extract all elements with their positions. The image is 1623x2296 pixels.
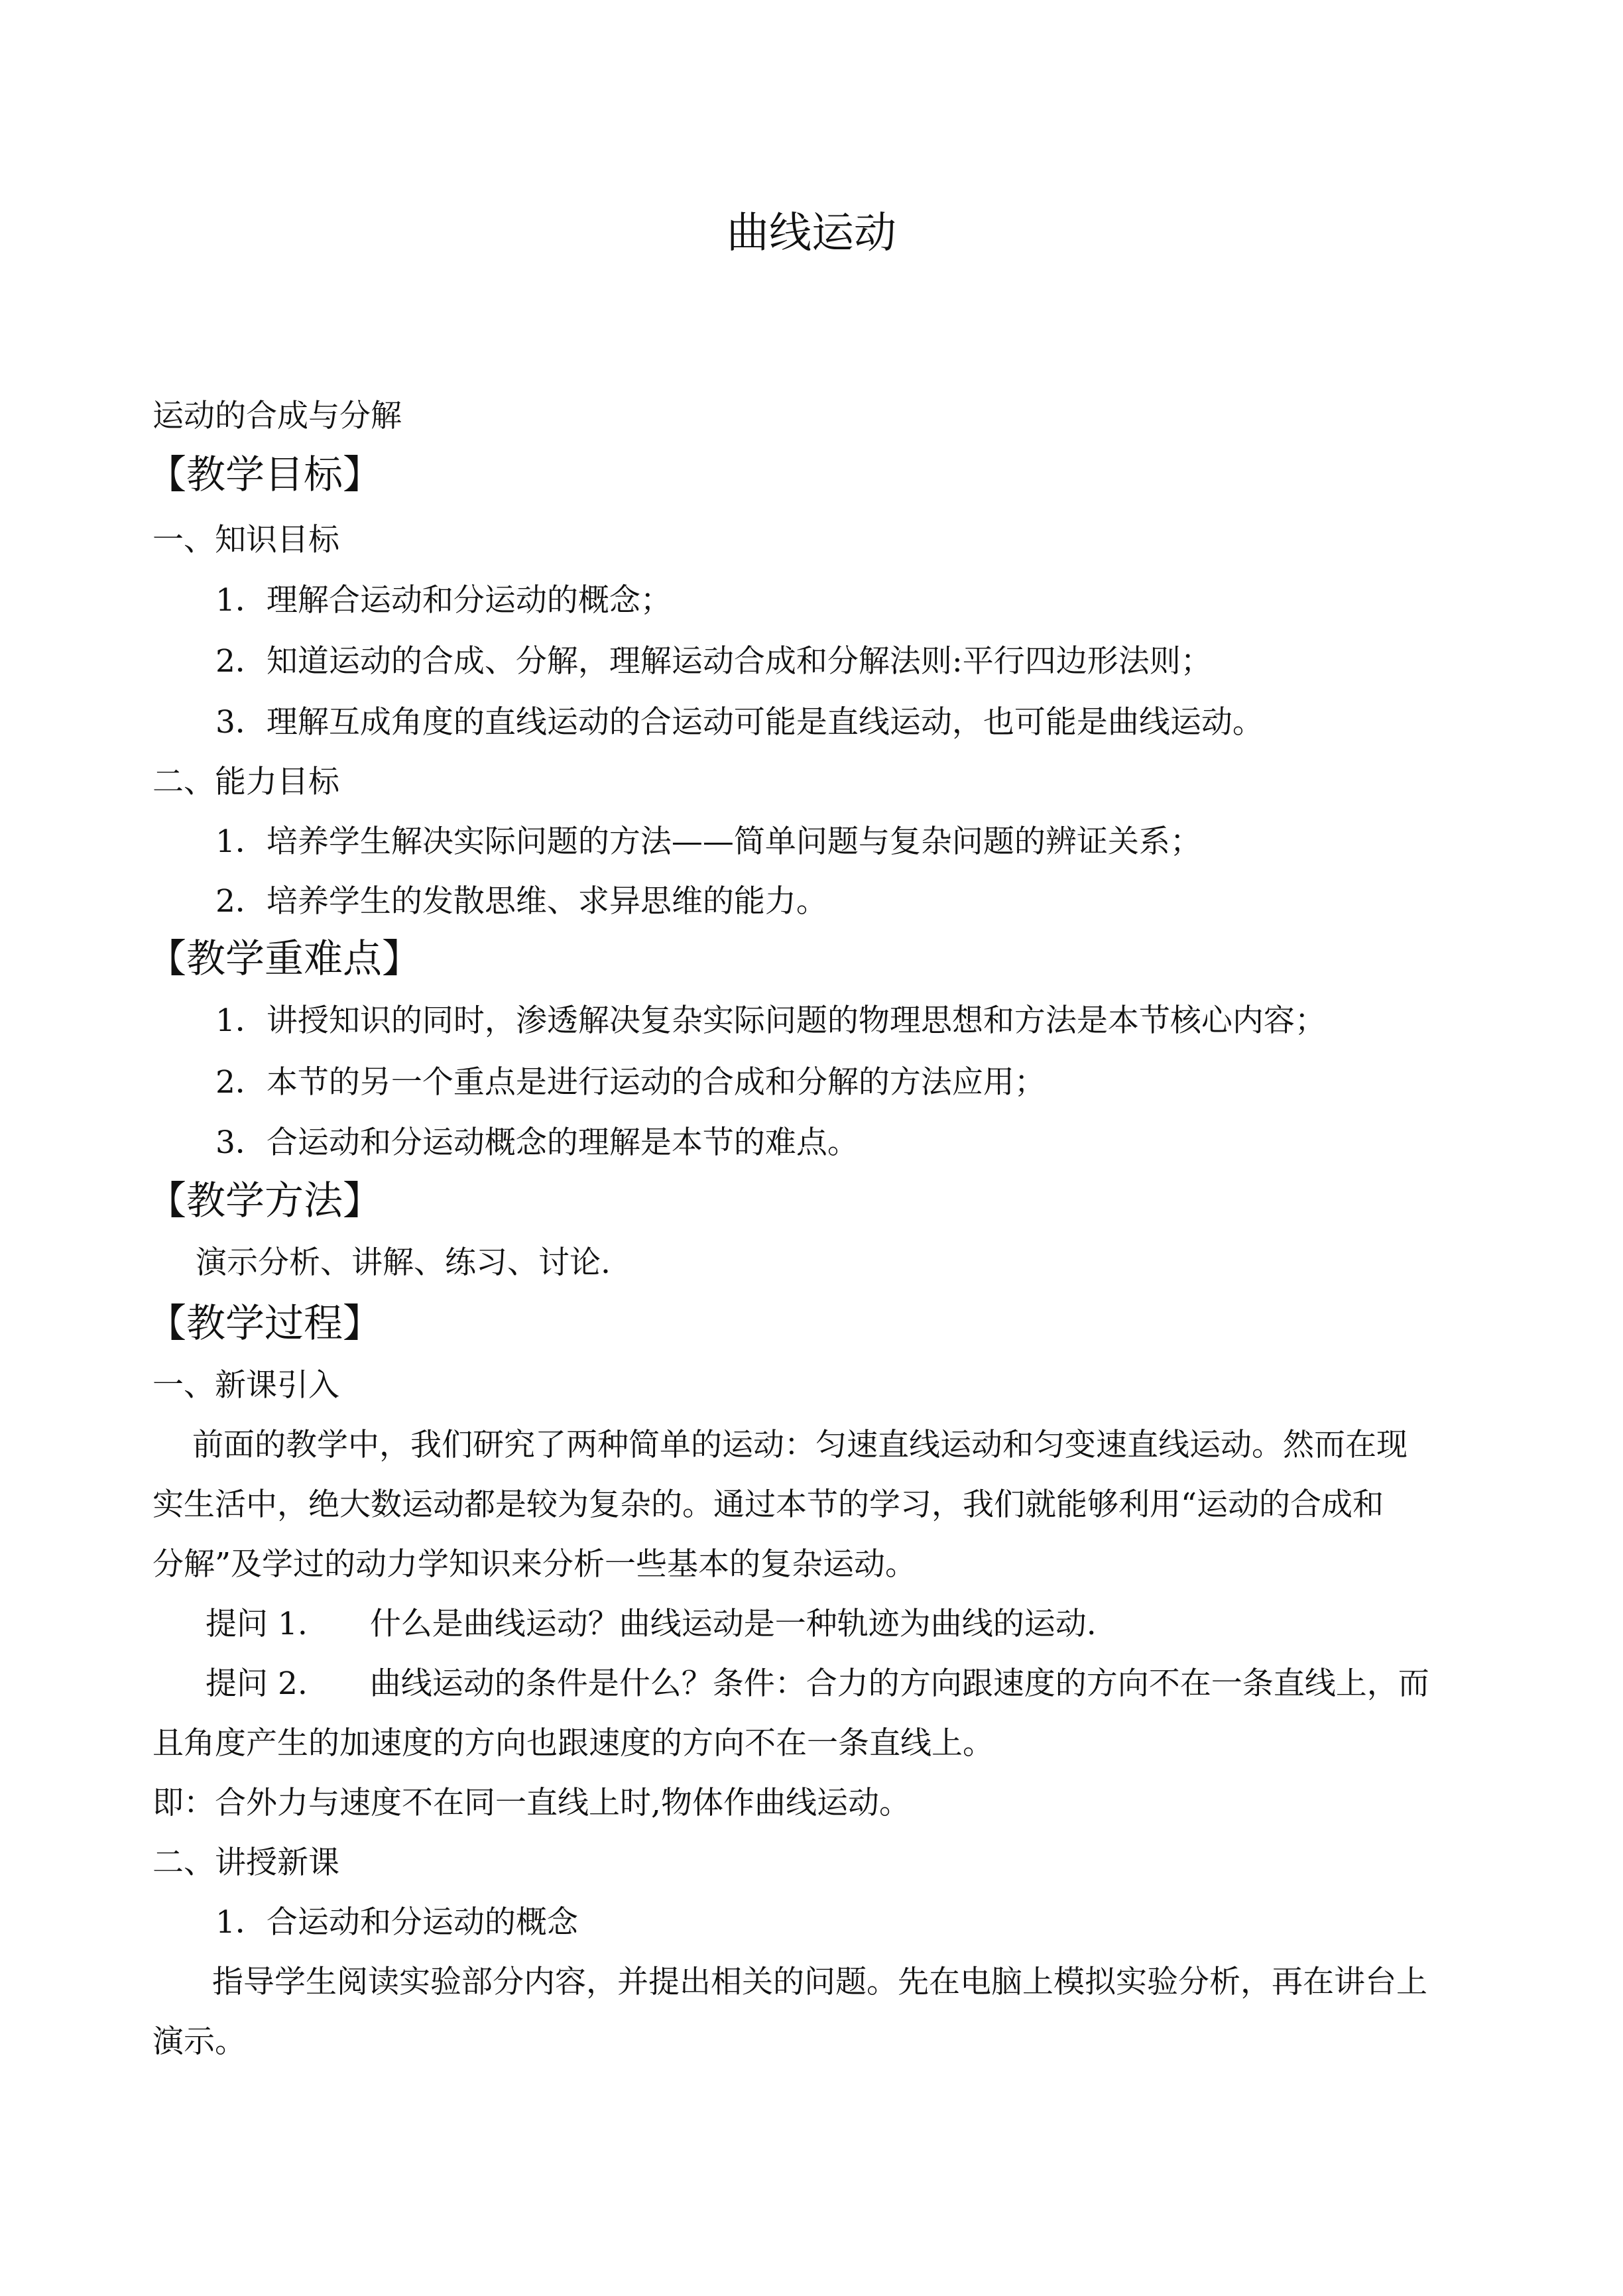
intro-line: 前面的教学中，我们研究了两种简单的运动：匀速直线运动和匀变速直线运动。然而在现 [192, 1427, 1408, 1463]
knowledge-heading: 一、知识目标 [152, 522, 339, 558]
knowledge-item: 3．理解互成角度的直线运动的合运动可能是直线运动，也可能是曲线运动。 [215, 704, 1264, 741]
guide-line: 指导学生阅读实验部分内容，并提出相关的问题。先在电脑上模拟实验分析，再在讲台上 [212, 1964, 1427, 2000]
question-2-line: 且角度产生的加速度的方向也跟速度的方向不在一条直线上。 [152, 1725, 994, 1762]
knowledge-item: 1．理解合运动和分运动的概念； [215, 582, 672, 619]
question-1: 提问 1. 什么是曲线运动？曲线运动是一种轨迹为曲线的运动. [206, 1606, 1097, 1642]
question-2-line: 提问 2. 曲线运动的条件是什么？条件：合力的方向跟速度的方向不在一条直线上，而 [206, 1665, 1429, 1702]
knowledge-item: 2．知道运动的合成、分解，理解运动合成和分解法则:平行四边形法则； [215, 643, 1212, 680]
key-point-item: 2．本节的另一个重点是进行运动的合成和分解的方法应用； [215, 1064, 1046, 1101]
conclusion-text: 即：合外力与速度不在同一直线上时,物体作曲线运动。 [152, 1785, 910, 1821]
intro-line: 分解”及学过的动力学知识来分析一些基本的复杂运动。 [152, 1546, 917, 1583]
ability-item: 2．培养学生的发散思维、求异思维的能力。 [215, 883, 827, 920]
intro-line: 实生活中，绝大数运动都是较为复杂的。通过本节的学习，我们就能够利用“运动的合成和 [152, 1486, 1384, 1523]
objectives-heading: 【教学目标】 [147, 452, 383, 497]
new-lesson-heading: 二、讲授新课 [152, 1844, 339, 1881]
method-text: 演示分析、讲解、练习、讨论. [196, 1244, 611, 1281]
section-subtitle: 运动的合成与分解 [152, 398, 402, 434]
key-point-item: 3．合运动和分运动概念的理解是本节的难点。 [215, 1124, 859, 1161]
key-points-heading: 【教学重难点】 [147, 936, 422, 981]
document-title: 曲线运动 [727, 209, 896, 258]
ability-item: 1．培养学生解决实际问题的方法——简单问题与复杂问题的辨证关系； [215, 823, 1201, 860]
intro-heading: 一、新课引入 [152, 1367, 339, 1404]
guide-line: 演示。 [152, 2024, 246, 2060]
concept-heading: 1．合运动和分运动的概念 [215, 1904, 578, 1941]
process-heading: 【教学过程】 [147, 1300, 383, 1346]
key-point-item: 1．讲授知识的同时，渗透解决复杂实际问题的物理思想和方法是本节核心内容； [215, 1002, 1326, 1039]
method-heading: 【教学方法】 [147, 1178, 383, 1223]
ability-heading: 二、能力目标 [152, 764, 339, 800]
